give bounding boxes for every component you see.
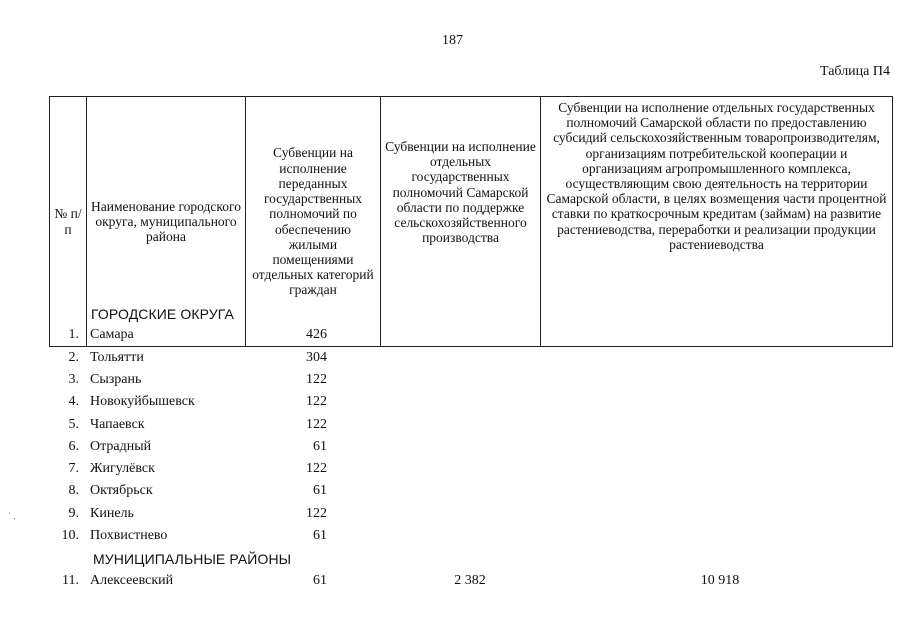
table-row (0, 394, 905, 416)
row-number: 7. (68, 461, 79, 477)
row-housing-value: 122 (306, 394, 327, 410)
table-row (0, 483, 905, 505)
row-housing-value: 122 (306, 461, 327, 477)
column-header-number: № п/п (50, 97, 87, 347)
row-number: 6. (68, 438, 79, 454)
page-number: 187 (442, 33, 463, 48)
row-number: 1. (68, 327, 79, 343)
row-housing-value: 61 (313, 483, 327, 499)
row-agriculture-value: 2 382 (454, 572, 486, 588)
row-name: Самара (90, 327, 134, 343)
row-housing-value: 426 (306, 327, 327, 343)
row-number: 5. (68, 416, 79, 432)
table-row (0, 506, 905, 528)
row-name: Отрадный (90, 438, 152, 454)
row-housing-value: 122 (306, 505, 327, 521)
section-title: ГОРОДСКИЕ ОКРУГА (91, 306, 234, 322)
row-name: Тольятти (90, 349, 144, 365)
table-row (0, 372, 905, 394)
row-housing-value: 61 (313, 438, 327, 454)
row-number: 10. (61, 528, 79, 543)
scan-artifact: ˙ . (8, 511, 16, 521)
column-header-agriculture-subventions: Субвенции на исполнение отдельных государственных полномочий Самарской области по поддержке сельскохозяйственного производства (381, 97, 541, 347)
table-caption: Таблица П4 (820, 64, 890, 79)
row-name: Кинель (90, 505, 134, 521)
row-interest-value: 10 918 (700, 572, 740, 588)
row-name: Сызрань (90, 371, 142, 387)
table-row (0, 528, 905, 550)
row-housing-value: 304 (306, 349, 327, 365)
row-housing-value: 122 (306, 416, 327, 432)
row-number: 3. (68, 371, 79, 387)
row-name: Похвистнево (90, 528, 168, 543)
table-row (0, 350, 905, 372)
column-header-housing-subventions: Субвенции на исполнение переданных государственных полномочий по обеспечению жилыми помещениями отдельных категорий граждан (246, 97, 381, 347)
row-name: Чапаевск (90, 416, 145, 432)
row-name: Жигулёвск (90, 461, 155, 477)
table-row (0, 439, 905, 461)
column-header-name: Наименование городского округа, муниципального района (87, 97, 246, 347)
row-number: 8. (68, 483, 79, 499)
row-name: Новокуйбышевск (90, 394, 195, 410)
row-number: 4. (68, 394, 79, 410)
section-title: МУНИЦИПАЛЬНЫЕ РАЙОНЫ (93, 551, 292, 568)
row-number: 11. (62, 572, 79, 588)
column-header-interest-rate-subventions: Субвенции на исполнение отдельных государственных полномочий Самарской области по предоставлению субсидий сельскохозяйственным товаропроизводителям, организациям потребительской кооперации и организациям агропромышленного комплекса, осуществляющим свою деятельность на территории Самарской области, в целях возмещения части процентной ставки по краткосрочным кредитам (займам) на развитие растениеводства, переработки и реализации продукции растениеводства (541, 97, 893, 347)
table-row (0, 573, 905, 595)
row-housing-value: 122 (306, 371, 327, 387)
row-number: 2. (68, 349, 79, 365)
row-name: Алексеевский (90, 572, 174, 588)
row-name: Октябрьск (90, 483, 153, 499)
table-row (0, 461, 905, 483)
row-housing-value: 61 (313, 528, 327, 543)
table-row (0, 327, 905, 349)
table-row (0, 417, 905, 439)
row-number: 9. (68, 505, 79, 521)
row-housing-value: 61 (313, 572, 327, 588)
